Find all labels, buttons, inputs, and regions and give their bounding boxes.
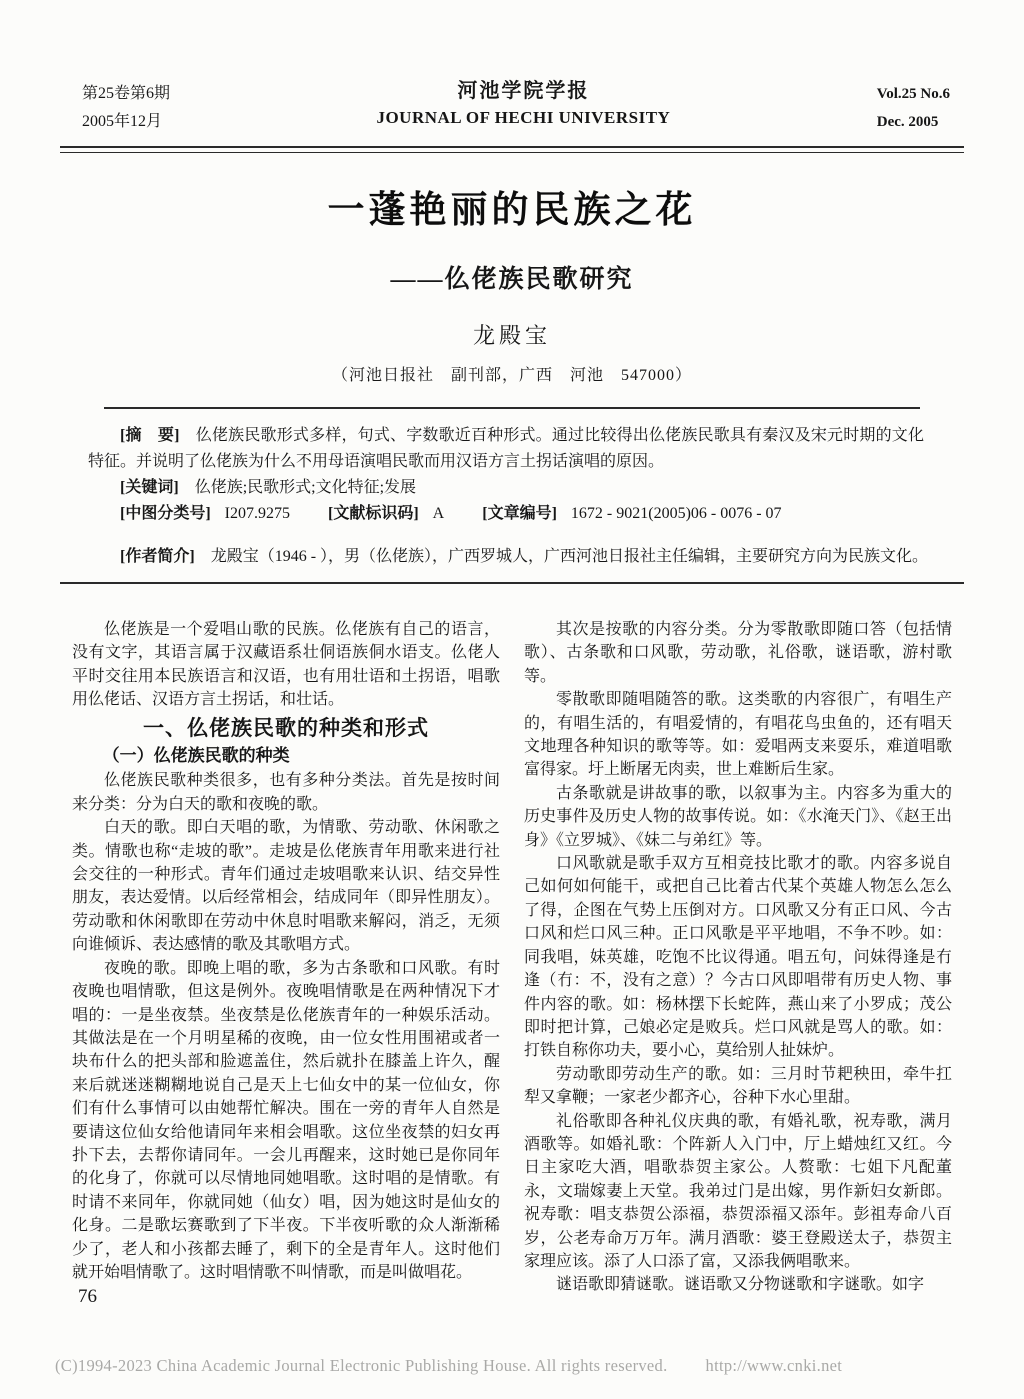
volume-number-en: Vol.25 No.6 <box>876 86 950 102</box>
clc-label: [中图分类号] <box>120 505 211 522</box>
paragraph-laodong-songs: 劳动歌即劳动生产的歌。如：三月时节耙秧田，牵牛扛犁又拿鞭；一家老少都齐心，谷种下水心里甜。 <box>524 1065 952 1107</box>
paragraph-lingsan-songs: 零散歌即随唱随答的歌。这类歌的内容很广，有唱生产的，有唱生活的，有唱爱情的，有唱花鸟虫鱼的，还有唱天文地理各种知识的歌等等。如：爱唱两支来耍乐，难道唱歌富得家。圩上断屠无肉卖，世上难断后生家。 <box>524 691 952 779</box>
paragraph-night-songs: 夜晚的歌。即晚上唱的歌，多为古条歌和口风歌。有时夜晚也唱情歌，但这是例外。夜晚唱情歌是在两种情况下才唱的：一是坐夜禁。坐夜禁是仫佬族青年的一种娱乐活动。其做法是在一个月明星稀的夜晚，由一位女性用围裙或者一块布什么的把头部和脸遮盖住，然后就扑在膝盖上许久，醒来后就迷迷糊糊地说自己是天上七仙女中的某一位仙女，你们有什么事情可以由她帮忙解决。围在一旁的青年人自然是要请这位仙女给他请同年来相会唱歌。这位坐夜禁的妇女再扑下去，去帮你请同年。一会儿再醒来，这时她已是你同年的化身了，你就可以尽情地同她唱歌。这时唱的是情歌。有时请不来同年，你就同她（仙女）唱，因为她这时是仙女的化身。二是歌坛赛歌到了下半夜。下半夜听歌的众人渐渐稀少了，老人和小孩都去睡了，剩下的全是青年人。这时他们就开始唱情歌了。这时唱情歌不叫情歌，而是叫做唱花。 <box>72 959 500 1281</box>
author-affiliation: （河池日报社 副刊部，广西 河池 547000） <box>331 367 692 384</box>
author-bio-label: [作者简介] <box>120 548 195 565</box>
clc-value: I207.9275 <box>224 505 290 522</box>
cnki-footer <box>55 1356 975 1376</box>
author-bio-paragraph <box>88 543 954 570</box>
author-bio-block <box>88 543 954 570</box>
left-column <box>72 618 500 1297</box>
article-id-label: [文章编号] <box>482 505 557 522</box>
journal-title-cn: 河池学院学报 <box>457 80 590 102</box>
issue-date-en: Dec. 2005 <box>876 114 939 130</box>
issue-date-cn: 2005年12月 <box>82 113 163 130</box>
paragraph-content-classification: 其次是按歌的内容分类。分为零散歌即随口答（包括情歌）、古条歌和口风歌，劳动歌，礼俗歌，谜语歌，游村歌等。 <box>524 621 952 685</box>
journal-header <box>0 0 1024 136</box>
abstract-top-rule <box>104 407 920 409</box>
doc-code-label: [文献标识码] <box>328 505 419 522</box>
article-subtitle: ——仫佬族民歌研究 <box>390 266 634 293</box>
clc-pair <box>120 505 290 522</box>
article-title: 一蓬艳丽的民族之花 <box>327 189 697 230</box>
doc-code-pair <box>328 505 444 522</box>
article-id-pair <box>482 505 781 522</box>
paragraph-gutiao-songs: 古条歌就是讲故事的歌，以叙事为主。内容多为重大的历史事件及历史人物的故事传说。如：《水淹天门》、《赵王出身》《立罗城》、《妹二与弟红》等。 <box>524 784 952 849</box>
cnki-url: http://www.cnki.net <box>705 1356 843 1375</box>
paragraph-miyu-songs: 谜语歌即猜谜歌。谜语歌又分物谜歌和字谜歌。如字 <box>556 1276 925 1294</box>
classification-row <box>88 501 924 527</box>
bio-bottom-rule <box>60 582 964 584</box>
issue-number: 第25卷第6期 <box>82 85 171 102</box>
article-body <box>0 618 1024 1297</box>
page-number: 76 <box>78 1286 97 1307</box>
keywords-label: [关键词] <box>120 479 179 496</box>
abstract-text: 仫佬族民歌形式多样，句式、字数歌近百种形式。通过比较得出仫佬族民歌具有秦汉及宋元时期的文化特征。并说明了仫佬族为什么不用母语演唱民歌而用汉语方言土拐话演唱的原因。 <box>88 427 924 470</box>
author-bio-text: 龙殿宝（1946 - ），男（仫佬族），广西罗城人，广西河池日报社主任编辑，主要研究方向为民族文化。 <box>210 548 929 565</box>
doc-code-value: A <box>432 505 445 522</box>
journal-title-en: JOURNAL OF HECHI UNIVERSITY <box>376 108 671 127</box>
paragraph-day-songs: 白天的歌。即白天唱的歌，为情歌、劳动歌、休闲歌之类。情歌也称“走坡的歌”。走坡是仫佬族青年用歌来进行社会交往的一种形式。青年们通过走坡唱歌来认识、结交异性朋友，表达爱情。以后经常相会，结成同年（即异性朋友）。劳动歌和休闲歌即在劳动中休息时唱歌来解闷，消乏，无须向谁倾诉、表达感情的歌及其歌唱方式。 <box>72 819 500 954</box>
abstract-paragraph <box>88 423 924 475</box>
header-issue-block <box>82 80 170 136</box>
paragraph-intro: 仫佬族是一个爱唱山歌的民族。仫佬族有自己的语言，没有文字，其语言属于汉藏语系壮侗语族侗水语支。仫佬人平时交往用本民族语言和汉语，也有用壮语和土拐语，唱歌用仫佬话、汉语方言土拐话，和壮话。 <box>72 621 500 709</box>
header-volume-block <box>877 80 950 136</box>
keywords-text: 仫佬族;民歌形式;文化特征;发展 <box>194 479 417 496</box>
right-column <box>524 618 952 1297</box>
paragraph-koufeng-songs: 口风歌就是歌手双方互相竞技比歌才的歌。内容多说自己如何如何能干，或把自己比着古代某个英雄人物怎么怎么了得，企图在气势上压倒对方。口风歌又分有正口风、今古口风和烂口风三种。正口风歌是平平地唱，不争不吵。如：同我唱，妹英雄，吃饱不比议得通。唱五句，问妹得逢是冇逢（冇：不，没有之意）？今古口风即唱带有历史人物、事件内容的歌。如：杨林摆下长蛇阵，燕山来了小罗成；茂公即时把计算，己娘必定是败兵。烂口风就是骂人的歌。如：打铁自称你功夫，要小心，莫给别人扯妹炉。 <box>524 855 952 1060</box>
copyright-text: (C)1994-2023 China Academic Journal Electronic Publishing House. All rights reserved. <box>55 1356 668 1375</box>
author-name: 龙殿宝 <box>472 323 551 348</box>
article-id-value: 1672 - 9021(2005)06 - 0076 - 07 <box>570 505 782 522</box>
abstract-label: [摘 要] <box>120 427 180 444</box>
abstract-block <box>88 423 924 527</box>
journal-title-block <box>376 78 670 132</box>
paragraph-lisu-songs: 礼俗歌即各种礼仪庆典的歌，有婚礼歌，祝寿歌，满月酒歌等。如婚礼歌：个阵新人入门中，厅上蜡烛红又红。今日主家吃大酒，唱歌恭贺主家公。人赘歌：七姐下凡配董永，文瑞嫁妻上天堂。我弟过门是出嫁，男作新妇女新郎。祝寿歌：唱支恭贺公添福，恭贺添福又添年。彭祖寿命八百岁，公老寿命万万年。满月酒歌：婆王登殿送太子，恭贺主家理应该。添了人口添了富，又添我俩唱歌来。 <box>524 1112 952 1270</box>
paragraph-song-types: 仫佬族民歌种类很多，也有多种分类法。首先是按时间来分类：分为白天的歌和夜晚的歌。 <box>72 772 500 813</box>
header-double-rule <box>60 146 964 153</box>
keywords-paragraph <box>88 475 924 501</box>
subsection-heading-1-1: （一）仫佬族民歌的种类 <box>102 746 290 766</box>
section-heading-1: 一、仫佬族民歌的种类和形式 <box>143 716 429 740</box>
